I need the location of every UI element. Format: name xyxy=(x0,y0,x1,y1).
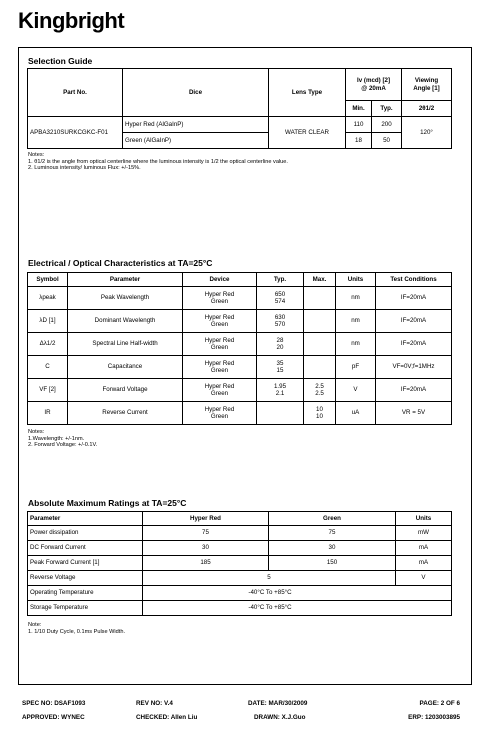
typ-cell: 28 20 xyxy=(257,333,304,356)
units-cell: uA xyxy=(336,402,376,425)
device-cell: Hyper Red Green xyxy=(183,333,257,356)
selection-notes xyxy=(28,152,288,172)
units-cell: mW xyxy=(396,526,452,541)
absolute-ratings-table xyxy=(27,511,452,616)
header-typ: Typ. xyxy=(257,273,304,287)
header-parameter: Parameter xyxy=(68,273,183,287)
note-line: 1. θ1/2 is the angle from optical centerline where the luminous intensity is 1/2 the optical centerline value. xyxy=(28,158,288,165)
hyper-red-cell: 185 xyxy=(143,556,269,571)
condition-cell: VR = 5V xyxy=(376,402,452,425)
header-max: Max. xyxy=(304,273,336,287)
typ-cell: 650 574 xyxy=(257,287,304,310)
note-line: Note: xyxy=(28,622,42,628)
header-parameter: Parameter xyxy=(28,512,143,526)
note-line: 2. Forward Voltage: +/-0.1V. xyxy=(28,442,98,449)
iv-min-cell: 18 xyxy=(346,133,372,149)
absolute-notes xyxy=(28,622,125,635)
note-line: 1. 1/10 Duty Cycle, 0.1ms Pulse Width. xyxy=(28,628,125,635)
device-cell: Hyper Red Green xyxy=(183,379,257,402)
max-cell xyxy=(304,310,336,333)
erp-number: ERP: 1203003895 xyxy=(408,714,460,721)
spec-number: SPEC NO: DSAF1093 xyxy=(22,700,86,707)
parameter-cell: Reverse Current xyxy=(68,402,183,425)
parameter-cell: Forward Voltage xyxy=(68,379,183,402)
units-cell: nm xyxy=(336,333,376,356)
device-cell: Hyper Red Green xyxy=(183,310,257,333)
brand-logo: Kingbright xyxy=(18,8,125,33)
header-dice: Dice xyxy=(123,69,269,117)
header-test-conditions: Test Conditions xyxy=(376,273,452,287)
condition-cell: IF=20mA xyxy=(376,333,452,356)
symbol-cell: λpeak xyxy=(28,287,68,310)
table-row xyxy=(28,402,452,425)
selection-guide-table xyxy=(27,68,452,149)
device-cell: Hyper Red Green xyxy=(183,402,257,425)
green-cell: 150 xyxy=(269,556,396,571)
dice-cell: Green (AlGaInP) xyxy=(123,133,269,149)
green-cell: 30 xyxy=(269,541,396,556)
symbol-cell: C xyxy=(28,356,68,379)
table-row xyxy=(28,556,452,571)
table-row xyxy=(28,310,452,333)
iv-min-cell: 110 xyxy=(346,117,372,133)
lens-cell: WATER CLEAR xyxy=(269,117,346,149)
parameter-cell: Peak Forward Current [1] xyxy=(28,556,143,571)
units-cell: V xyxy=(336,379,376,402)
header-theta: 2θ1/2 xyxy=(402,101,452,117)
header-lens-type: Lens Type xyxy=(269,69,346,117)
dice-cell: Hyper Red (AlGaInP) xyxy=(123,117,269,133)
viewing-angle-cell: 120° xyxy=(402,117,452,149)
page-number: PAGE: 2 OF 6 xyxy=(419,700,460,707)
parameter-cell: Peak Wavelength xyxy=(68,287,183,310)
storage-temperature-value: -40°C To +85°C xyxy=(143,601,452,616)
iv-typ-cell: 200 xyxy=(372,117,402,133)
parameter-cell: Dominant Wavelength xyxy=(68,310,183,333)
parameter-cell: Capacitance xyxy=(68,356,183,379)
parameter-cell: Reverse Voltage xyxy=(28,571,143,586)
device-cell: Hyper Red Green xyxy=(183,356,257,379)
units-cell: mA xyxy=(396,541,452,556)
typ-cell xyxy=(257,402,304,425)
symbol-cell: IR xyxy=(28,402,68,425)
typ-cell: 1.95 2.1 xyxy=(257,379,304,402)
table-row xyxy=(28,287,452,310)
table-row xyxy=(28,333,452,356)
electrical-title: Electrical / Optical Characteristics at TA=25°C xyxy=(28,258,213,268)
part-number: APBA3210SURKCGKC-F01 xyxy=(28,117,123,149)
symbol-cell: VF [2] xyxy=(28,379,68,402)
table-row xyxy=(28,571,452,586)
table-row xyxy=(28,601,452,616)
table-row xyxy=(28,541,452,556)
max-cell: 2.5 2.5 xyxy=(304,379,336,402)
symbol-cell: λD [1] xyxy=(28,310,68,333)
note-line: Notes: xyxy=(28,429,45,435)
approved-by: APPROVED: WYNEC xyxy=(22,714,85,721)
typ-cell: 35 15 xyxy=(257,356,304,379)
condition-cell: IF=20mA xyxy=(376,379,452,402)
condition-cell: IF=20mA xyxy=(376,310,452,333)
electrical-table xyxy=(27,272,452,425)
selection-guide-title: Selection Guide xyxy=(28,56,93,66)
checked-by: CHECKED: Allen Liu xyxy=(136,714,198,721)
units-cell: nm xyxy=(336,310,376,333)
max-cell xyxy=(304,333,336,356)
iv-typ-cell: 50 xyxy=(372,133,402,149)
condition-cell: VF=0V;f=1MHz xyxy=(376,356,452,379)
device-cell: Hyper Red Green xyxy=(183,287,257,310)
header-units: Units xyxy=(336,273,376,287)
table-row xyxy=(28,356,452,379)
parameter-cell: Spectral Line Half-width xyxy=(68,333,183,356)
max-cell xyxy=(304,287,336,310)
parameter-cell: Operating Temperature xyxy=(28,586,143,601)
header-green: Green xyxy=(269,512,396,526)
header-hyper-red: Hyper Red xyxy=(143,512,269,526)
drawn-by: DRAWN: X.J.Guo xyxy=(254,714,306,721)
units-cell: pF xyxy=(336,356,376,379)
revision-number: REV NO: V.4 xyxy=(136,700,173,707)
parameter-cell: Storage Temperature xyxy=(28,601,143,616)
max-cell xyxy=(304,356,336,379)
symbol-cell: Δλ1/2 xyxy=(28,333,68,356)
condition-cell: IF=20mA xyxy=(376,287,452,310)
note-line: 2. Luminous intensity/ luminous Flux: +/-15%. xyxy=(28,165,141,172)
hyper-red-cell: 75 xyxy=(143,526,269,541)
note-line: Notes: xyxy=(28,152,45,158)
green-cell: 75 xyxy=(269,526,396,541)
max-cell: 10 10 xyxy=(304,402,336,425)
electrical-notes xyxy=(28,429,97,449)
document-date: DATE: MAR/30/2009 xyxy=(248,700,308,707)
units-cell: mA xyxy=(396,556,452,571)
hyper-red-cell: 30 xyxy=(143,541,269,556)
parameter-cell: DC Forward Current xyxy=(28,541,143,556)
typ-cell: 630 570 xyxy=(257,310,304,333)
header-device: Device xyxy=(183,273,257,287)
table-row xyxy=(28,586,452,601)
header-part-no: Part No. xyxy=(28,69,123,117)
header-units: Units xyxy=(396,512,452,526)
table-row xyxy=(28,379,452,402)
operating-temperature-value: -40°C To +85°C xyxy=(143,586,452,601)
units-cell: V xyxy=(396,571,452,586)
reverse-voltage-value: 5 xyxy=(143,571,396,586)
units-cell: nm xyxy=(336,287,376,310)
header-symbol: Symbol xyxy=(28,273,68,287)
header-min: Min. xyxy=(346,101,372,117)
header-iv: Iv (mcd) [2] @ 20mA xyxy=(346,69,402,101)
header-typ: Typ. xyxy=(372,101,402,117)
header-viewing-angle: Viewing Angle [1] xyxy=(402,69,452,101)
table-row xyxy=(28,526,452,541)
absolute-ratings-title: Absolute Maximum Ratings at TA=25°C xyxy=(28,498,187,508)
parameter-cell: Power dissipation xyxy=(28,526,143,541)
note-line: 1.Wavelength: +/-1nm. xyxy=(28,435,85,442)
